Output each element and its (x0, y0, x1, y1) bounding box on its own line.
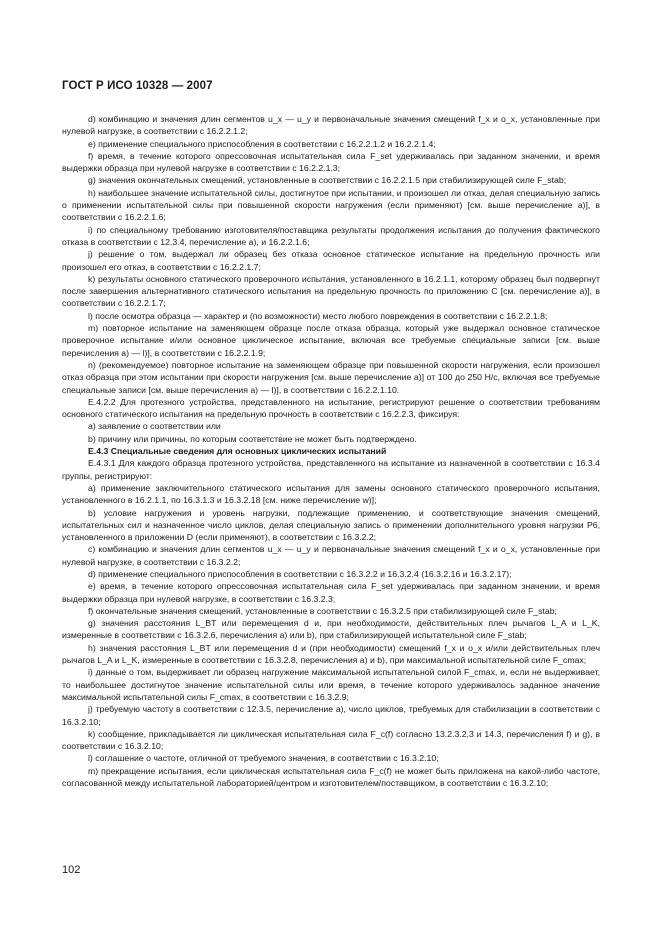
paragraph: c) комбинацию и значения длин сегментов u_x — u_y и первоначальные значения смещений f_x и o_x, установленные при нулевой нагрузке, в соответствии с 16.3.2.2; (62, 544, 600, 567)
page-number: 102 (62, 864, 81, 876)
section-heading: E.4.3 Специальные сведения для основных циклических испытаний (88, 446, 387, 457)
paragraph: l) после осмотра образца — характер и (по возможности) место любого повреждения в соответствии с 16.2.2.1.8; (88, 310, 548, 321)
paragraph: n) (рекомендуемое) повторное испытание на заменяющем образце при повышенной скорости нагружения, если произошел отказ образца при этом испытании при скорости нагружения [см. выше перечисление a)] от 100 до 250 Н/с, включая все требуемые специальные записи [см. выше перечисления a) — l)], в соответствии с 16.2.2.1.10. (62, 359, 600, 395)
paragraph: g) значения окончательных смещений, установленные в соответствии с 16.2.2.1.5 при стабилизирующей силе F_stab; (88, 175, 567, 186)
paragraph: d) применение специального приспособления в соответствии с 16.3.2.2 и 16.3.2.4 (16.3.2.16 и 16.3.2.17); (88, 568, 512, 579)
paragraph: E.4.3.1 Для каждого образца протезного устройства, представленного на испытание из назначенной в соответствии с 16.3.4 группы, регистрируют: (62, 458, 600, 481)
paragraph: k) сообщение, прикладывается ли циклическая испытательная сила F_c(f) согласно 13.2.3.2.3 и 14.3, перечисления f) и g), в соответствии с 16.3.2.10; (62, 728, 600, 752)
paragraph: i) данные о том, выдерживает ли образец нагружение максимальной испытательной силой F_cmax, и, если не выдерживает, то наибольшее достигнутое значение испытательной силы или время, в течение которого удерживалось заданное значение максимальной испытательной силы F_cmax, в соответствии с 16.3.2.9; (62, 667, 600, 702)
page-header: ГОСТ Р ИСО 10328 — 2007 (62, 80, 213, 92)
paragraph: b) условие нагружения и уровень нагрузки, подлежащие применению, и соответствующие значения смещений, испытательных сил и назначенное число циклов, делая специальную запись о применении дополнительного уровня нагрузки P6, установленного в приложении D (если применяют), в соответствии с 16.3.2.2; (62, 507, 600, 543)
paragraph: j) решение о том, выдержал ли образец без отказа основное статическое испытание на предельную прочность или произошел его отказ, в соответствии с 16.2.2.1.7; (62, 249, 600, 272)
paragraph: k) результаты основного статического проверочного испытания, установленного в 16.2.1.1, которому образец был подвергнут после завершения альтернативного статического испытания на предельную прочность по приложению C [см. перечисление a)], в соответствии с 16.2.2.1.7; (62, 273, 600, 309)
paragraph: g) значения расстояния L_BT или перемещения d и, при необходимости, действительных плеч рычагов L_A и L_K, измеренные в соответствии с 16.3.2.6, перечисления a) или b), при стабилизирующей испытательной силе F_stab; (62, 618, 600, 641)
paragraph: e) время, в течение которого опрессовочная испытательная сила F_set удерживалась при заданном значении, и время выдержки образца при нулевой нагрузке, в соответствии с 16.3.2.3; (62, 581, 600, 604)
paragraph: l) соглашение о частоте, отличной от требуемого значения, в соответствии с 16.3.2.10; (88, 753, 439, 764)
paragraph: a) заявление о соответствии или (88, 421, 221, 432)
paragraph: m) повторное испытание на заменяющем образце после отказа образца, который уже выдержал основное статическое проверочное испытание и/или основное циклическое испытание, включая все требуемые специальные записи [см. выше перечисления a) — l)], в соответствии с 16.2.2.1.9; (62, 323, 600, 358)
paragraph: e) применение специального приспособления в соответствии с 16.2.2.1.2 и 16.2.2.1.4; (88, 138, 436, 149)
paragraph: j) требуемую частоту в соответствии с 12.3.5, перечисление a), число циклов, требуемых для стабилизации в соответствии с 16.3.2.10; (62, 704, 600, 727)
paragraph: E.4.2.2 Для протезного устройства, представленного на испытание, регистрируют решение о соответствии требованиям основного статического испытания на предельную прочность в соответствии с 16.2.2.3, фиксируя: (62, 396, 600, 420)
paragraph: f) время, в течение которого опрессовочная испытательная сила F_set удерживалась при заданном значении, и время выдержки образца при нулевой нагрузке в соответствии с 16.2.2.1.3; (62, 150, 600, 174)
paragraph: f) окончательные значения смещений, установленные в соответствии с 16.3.2.5 при стабилизирующей силе F_stab; (88, 605, 557, 616)
paragraph: d) комбинацию и значения длин сегментов u_x — u_y и первоначальные значения смещений f_x и o_x, установленные при нулевой нагрузке, в соответствии с 16.2.2.1.2; (62, 114, 600, 137)
paragraph: b) причину или причины, по которым соответствие не может быть подтверждено. (88, 433, 417, 444)
paragraph: h) наибольшее значение испытательной силы, достигнутое при испытании, и произошел ли отказ, делая специальную запись о применении испытательной силы при повышенной скорости нагружения (если применяют) [см. выше перечисление a)], в соответствии с 16.2.2.1.6; (62, 187, 600, 223)
document-body (62, 113, 600, 789)
paragraph: m) прекращение испытания, если циклическая испытательная сила F_c(f) не может быть приложена на какой-либо частоте, согласованной между испытательной лабораторией/центром и изготовителем/поставщиком, в соответствии с 16.3.2.10; (62, 765, 600, 789)
paragraph: i) по специальному требованию изготовителя/поставщика результаты продолжения испытания до получения фактического отказа в соответствии с 12.3.4, перечисление a), и 16.2.2.1.6; (62, 224, 600, 247)
paragraph: a) применение заключительного статического испытания для замены основного статического проверочного испытания, установленного в 16.2.1.1, по 16.3.1.3 и 16.3.2.18 [см. ниже перечисление w)]; (62, 482, 600, 506)
paragraph: h) значения расстояния L_BT или перемещения d и (при необходимости) смещений f_x и o_x и/или действительных плеч рычагов L_A и L_K, измеренные в соответствии с 16.3.2.8, перечисления a) и b), при максимальной испытательной силе F_cmax; (62, 642, 600, 666)
